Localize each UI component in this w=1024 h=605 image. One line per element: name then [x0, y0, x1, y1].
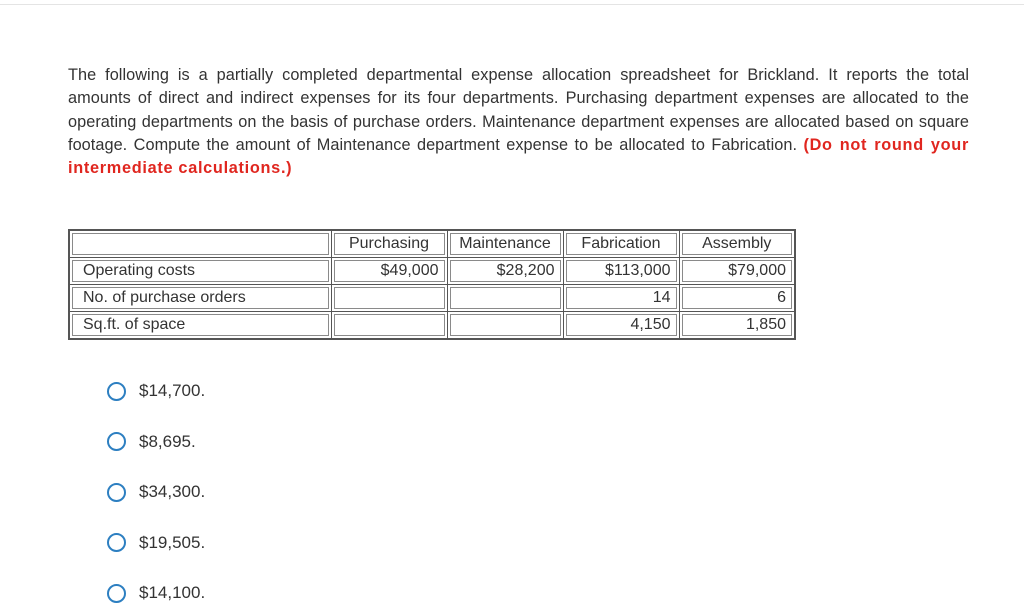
purchasing-cell: $49,000	[331, 258, 447, 285]
radio-button-icon[interactable]	[107, 483, 126, 502]
table-row	[69, 285, 795, 312]
purchasing-cell	[331, 285, 447, 312]
maintenance-cell	[447, 285, 563, 312]
maintenance-cell	[447, 312, 563, 340]
radio-button-icon[interactable]	[107, 584, 126, 603]
purchasing-cell	[331, 312, 447, 340]
table-row	[69, 258, 795, 285]
table-header-row	[69, 230, 795, 258]
answer-option-2[interactable]	[107, 429, 205, 455]
assembly-cell: 6	[679, 285, 795, 312]
radio-button-icon[interactable]	[107, 533, 126, 552]
header-cell-maintenance: Maintenance	[447, 230, 563, 258]
question-body: The following is a partially completed departmental expense allocation spreadsheet for Brickland. It reports the total amounts of direct and indirect expenses for its four departments. Purchasing department expenses are allocated to the operating departments on the basis of purchase orders. Maintenance department expenses are allocated based on square footage. Compute the amount of Maintenance department expense to be allocated to Fabrication.	[68, 66, 969, 154]
answer-option-label[interactable]: $8,695.	[139, 431, 196, 451]
row-label-cell: Operating costs	[69, 258, 331, 285]
maintenance-cell: $28,200	[447, 258, 563, 285]
question-instruction: (Do not round your intermediate calculations.)	[68, 135, 969, 178]
allocation-spreadsheet	[68, 229, 796, 340]
header-cell-purchasing: Purchasing	[331, 230, 447, 258]
radio-button-icon[interactable]	[107, 432, 126, 451]
header-cell-assembly: Assembly	[679, 230, 795, 258]
radio-button-icon[interactable]	[107, 382, 126, 401]
header-cell-fabrication: Fabrication	[563, 230, 679, 258]
question-text	[68, 64, 969, 180]
top-divider	[0, 4, 1024, 5]
answer-option-1[interactable]	[107, 378, 205, 404]
answer-option-4[interactable]	[107, 530, 205, 556]
fabrication-cell: 14	[563, 285, 679, 312]
answer-option-5[interactable]	[107, 580, 205, 605]
answer-option-label[interactable]: $34,300.	[139, 482, 206, 501]
answer-option-label[interactable]: $14,700.	[139, 381, 206, 400]
assembly-cell: 1,850	[679, 312, 795, 340]
fabrication-cell: $113,000	[563, 258, 679, 285]
fabrication-cell: 4,150	[563, 312, 679, 340]
row-label-cell: No. of purchase orders	[69, 285, 331, 312]
row-label-cell: Sq.ft. of space	[69, 312, 331, 340]
answer-options	[107, 378, 205, 605]
table-row	[69, 312, 795, 340]
header-cell-blank	[69, 230, 331, 258]
assembly-cell: $79,000	[679, 258, 795, 285]
answer-option-label[interactable]: $14,100.	[139, 583, 206, 602]
answer-option-3[interactable]	[107, 479, 205, 505]
answer-option-label[interactable]: $19,505.	[139, 532, 206, 552]
